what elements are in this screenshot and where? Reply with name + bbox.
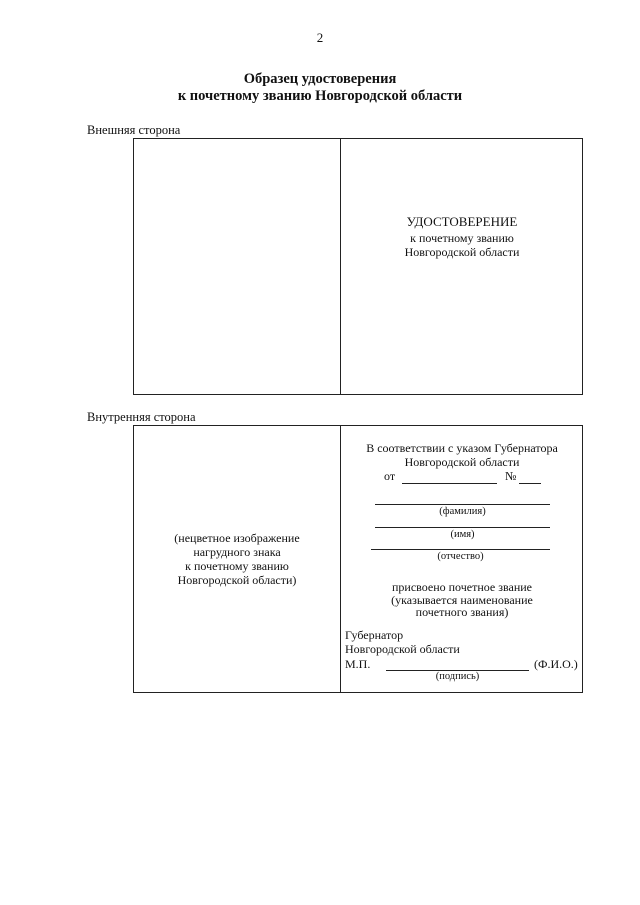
decree-number-line: [519, 483, 541, 484]
outer-side-divider: [340, 139, 341, 394]
badge-image-note-line-4: Новгородской области): [177, 573, 297, 587]
cover-line-3: Новгородской области: [404, 245, 520, 259]
awarded-line-2: (указывается наименование: [391, 593, 533, 607]
region-label: Новгородской области: [345, 642, 460, 656]
cover-line-2: к почетному званию: [410, 231, 514, 245]
badge-image-note-line-3: к почетному званию: [185, 559, 289, 573]
document-title-line-1: Образец удостоверения: [243, 71, 397, 87]
patronymic-caption: (отчество): [437, 551, 484, 562]
page-number: 2: [316, 30, 324, 45]
inner-side-box: [133, 425, 583, 693]
document-title-line-2: к почетному званию Новгородской области: [177, 88, 463, 104]
patronymic-line: [371, 549, 550, 550]
outer-side-label: Внешняя сторона: [87, 123, 181, 137]
seal-label: М.П.: [345, 657, 371, 671]
fio-label: (Ф.И.О.): [534, 657, 578, 671]
decree-number-label: №: [505, 469, 517, 483]
cover-heading: УДОСТОВЕРЕНИЕ: [406, 214, 518, 229]
badge-image-note-line-1: (нецветное изображение: [174, 531, 300, 545]
inner-side-label: Внутренняя сторона: [87, 410, 196, 424]
outer-side-box: [133, 138, 583, 395]
governor-label: Губернатор: [345, 628, 404, 642]
name-caption: (имя): [450, 529, 475, 540]
name-line: [375, 527, 550, 528]
decree-from-label: от: [384, 469, 396, 483]
awarded-line-1: присвоено почетное звание: [391, 580, 532, 594]
decree-line-2: Новгородской области: [404, 455, 520, 469]
surname-line: [375, 504, 550, 505]
decree-date-line: [402, 483, 497, 484]
decree-line-1: В соответствии с указом Губернатора: [366, 441, 558, 455]
awarded-line-3: почетного звания): [415, 605, 509, 619]
surname-caption: (фамилия): [439, 506, 486, 517]
signature-caption: (подпись): [435, 671, 480, 682]
badge-image-note-line-2: нагрудного знака: [193, 545, 281, 559]
